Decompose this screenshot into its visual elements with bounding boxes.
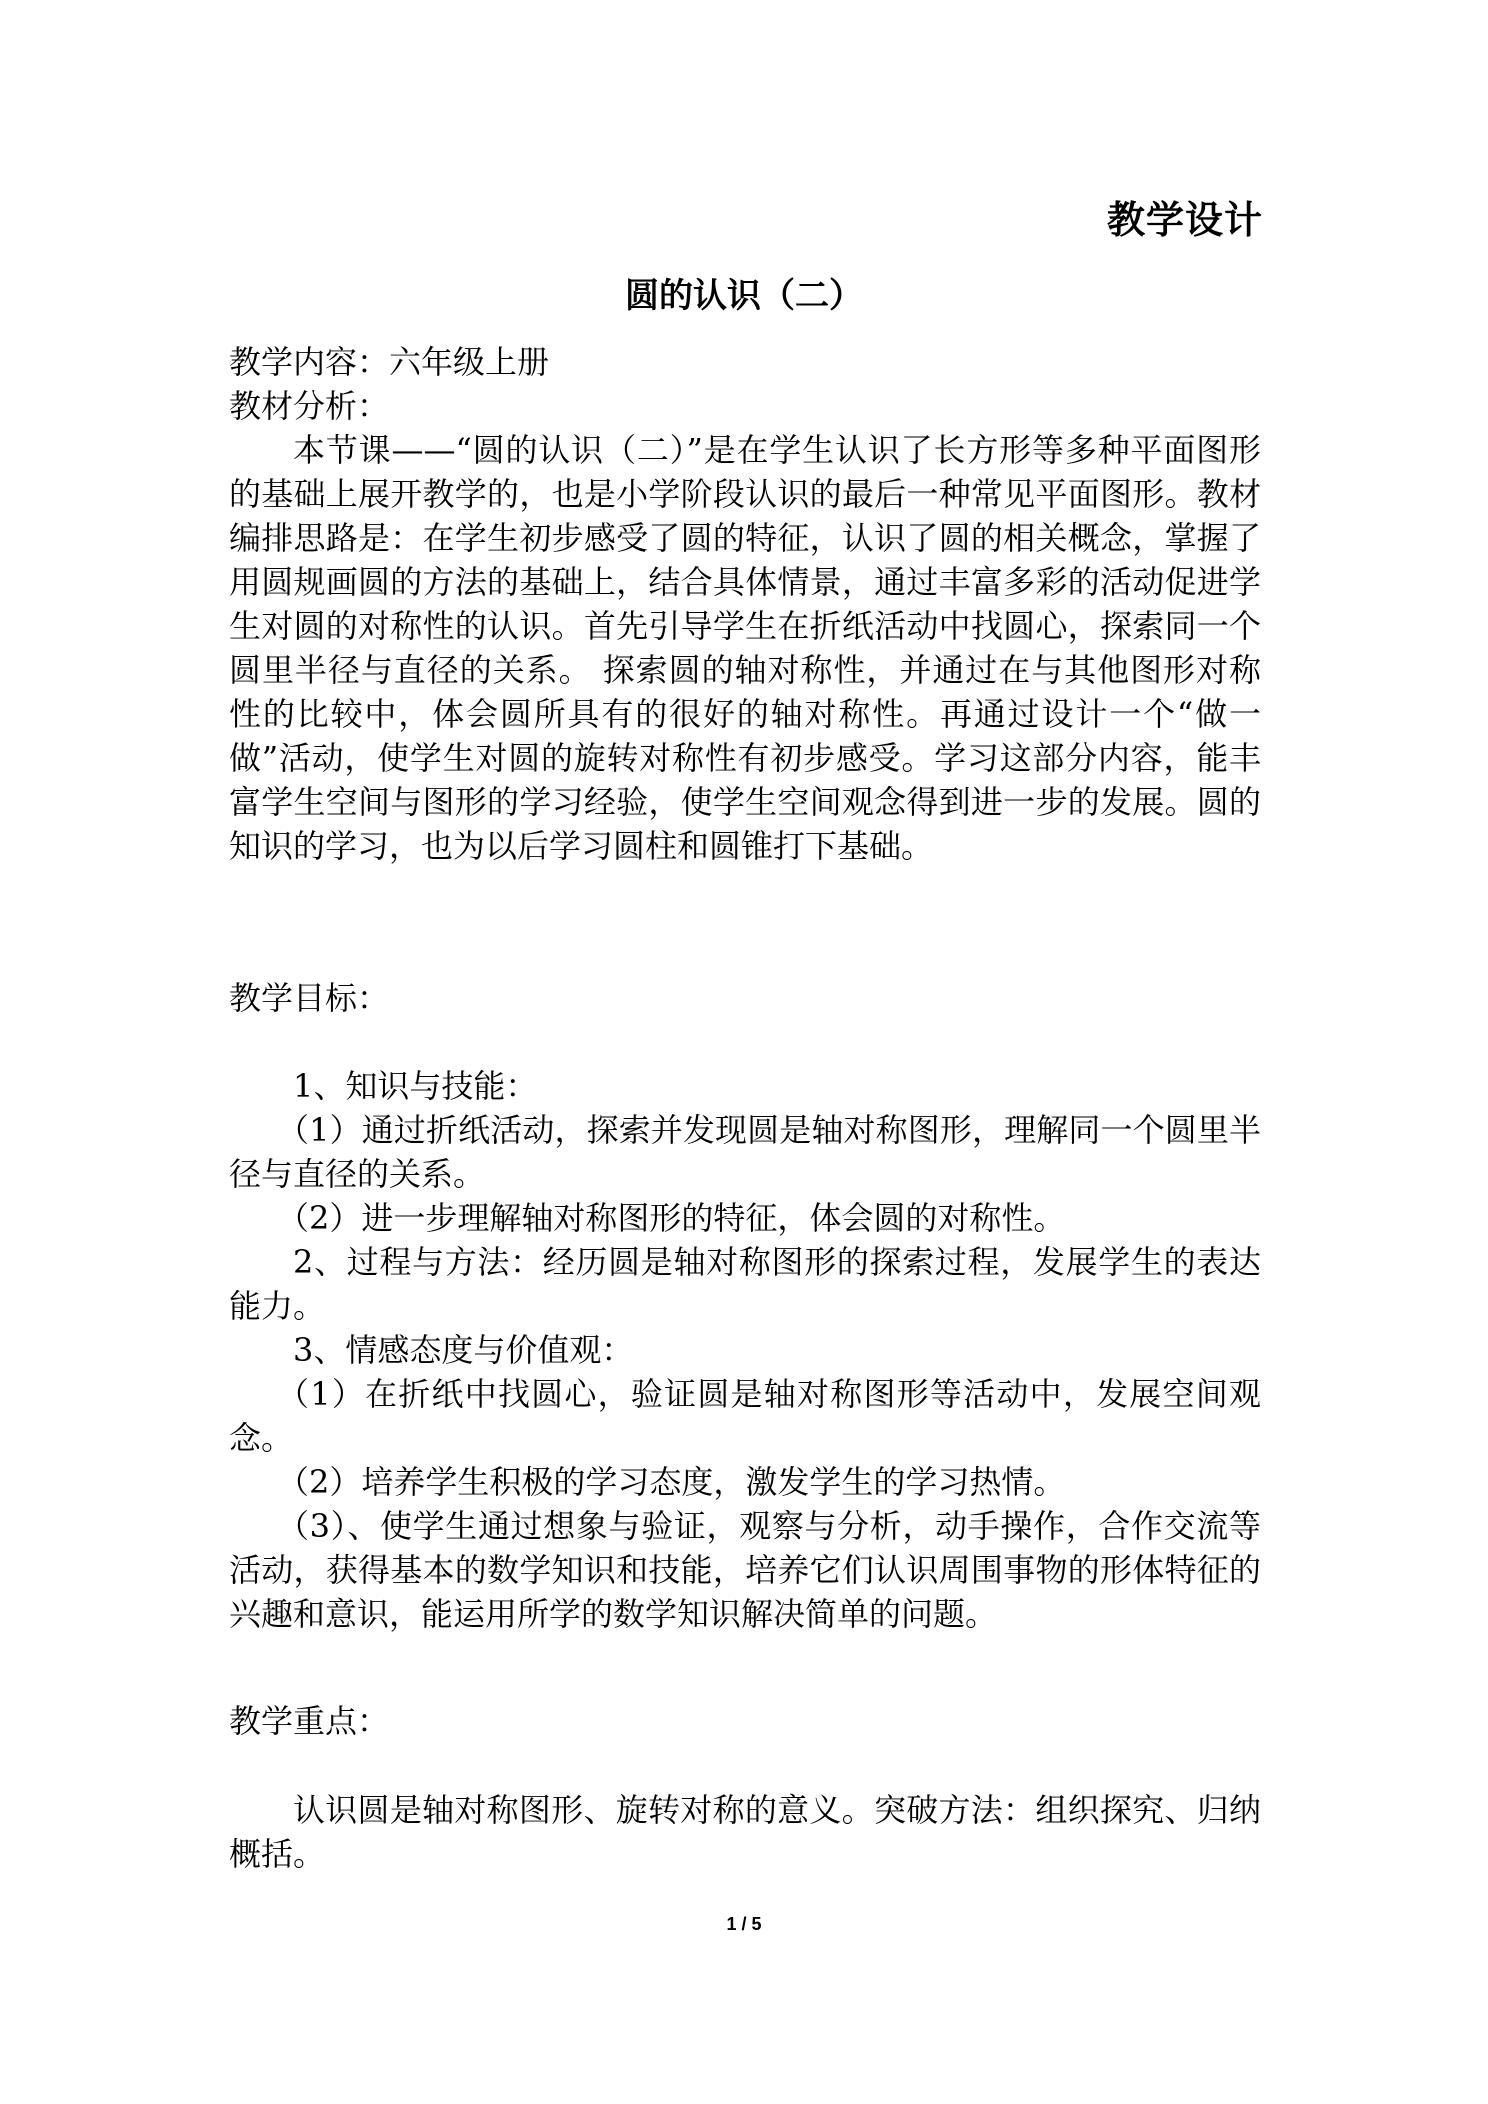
goal-3-item-3: （3）、使学生通过想象与验证，观察与分析，动手操作，合作交流等活动，获得基本的数学知识和技能，培养它们认识周围事物的形体特征的兴趣和意识，能运用所学的数学知识解决简单的问题。 bbox=[229, 1507, 1261, 1633]
goals-list bbox=[229, 1064, 1261, 1636]
goal-2: 2、过程与方法：经历圆是轴对称图形的探索过程，发展学生的表达能力。 bbox=[229, 1243, 1261, 1325]
goal-3-item-2: （2）培养学生积极的学习态度，激发学生的学习热情。 bbox=[277, 1463, 1066, 1501]
key-points-label: 教学重点： bbox=[229, 1702, 390, 1740]
key-points-paragraph: 认识圆是轴对称图形、旋转对称的意义。突破方法：组织探究、归纳概括。 bbox=[229, 1791, 1261, 1873]
content-line: 教学内容：六年级上册 bbox=[229, 343, 550, 381]
document-title: 圆的认识（二） bbox=[625, 276, 863, 316]
analysis-paragraph: 本节课——“圆的认识（二）”是在学生认识了长方形等多种平面图形的基础上展开教学的，也是小学阶段认识的最后一种常见平面图形。教材编排思路是：在学生初步感受了圆的特征，认识了圆的相关概念，掌握了用圆规画圆的方法的基础上，结合具体情景，通过丰富多彩的活动促进学生对圆的对称性的认识。首先引导学生在折纸活动中找圆心，探索同一个圆里半径与直径的关系。 探索圆的轴对称性，并通过在与其他图形对称性的比较中，体会圆所具有的很好的轴对称性。再通过设计一个“做一做”活动，使学生对圆的旋转对称性有初步感受。学习这部分内容，能丰富学生空间与图形的学习经验，使学生空间观念得到进一步的发展。圆的知识的学习，也为以后学习圆柱和圆锥打下基础。 bbox=[229, 431, 1261, 865]
goal-3-title: 3、情感态度与价值观： bbox=[293, 1331, 634, 1369]
goal-1-title: 1、知识与技能： bbox=[293, 1067, 538, 1105]
key-points-section bbox=[229, 1699, 1261, 1743]
analysis-label: 教材分析： bbox=[229, 387, 390, 425]
header-title: 教学设计 bbox=[1106, 197, 1263, 242]
key-points-body bbox=[229, 1788, 1261, 1876]
goals-label: 教学目标： bbox=[229, 979, 390, 1017]
page-number: 1 / 5 bbox=[726, 1914, 762, 1934]
goal-1-item-2: （2）进一步理解轴对称图形的特征，体会圆的对称性。 bbox=[277, 1199, 1066, 1237]
goal-3-item-1: （1）在折纸中找圆心，验证圆是轴对称图形等活动中，发展空间观念。 bbox=[229, 1375, 1261, 1457]
document-body bbox=[229, 340, 1261, 868]
goals-section bbox=[229, 976, 1261, 1020]
goal-1-item-1: （1）通过折纸活动，探索并发现圆是轴对称图形，理解同一个圆里半径与直径的关系。 bbox=[229, 1111, 1261, 1193]
